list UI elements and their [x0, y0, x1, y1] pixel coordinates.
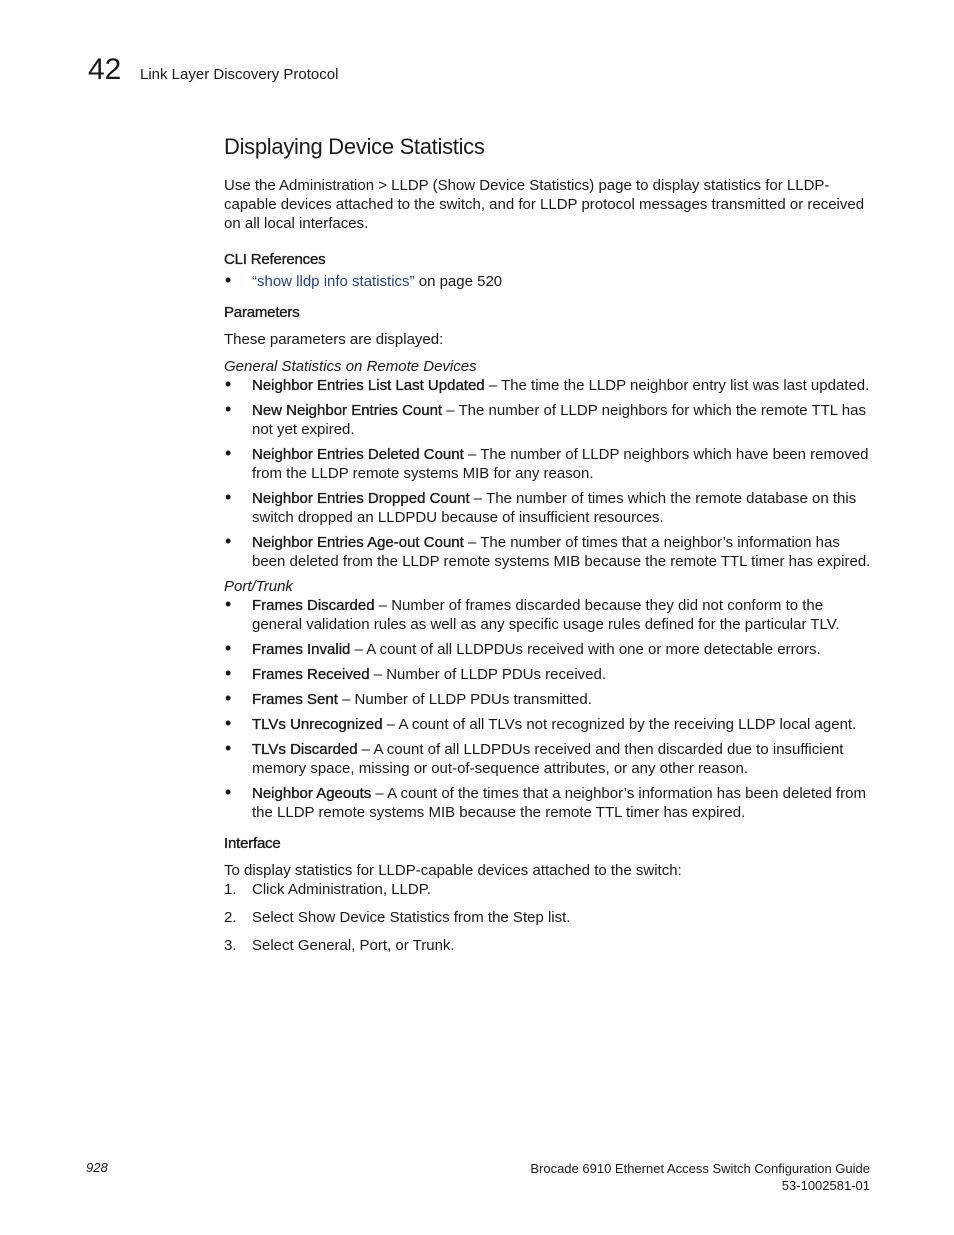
- param-term: Neighbor Entries Dropped Count: [252, 490, 470, 507]
- param-desc: – The number of LLDP neighbors for which the remote TTL has not yet expired.: [252, 402, 866, 438]
- param-term: Frames Discarded: [252, 597, 375, 614]
- interface-heading: Interface: [224, 835, 281, 852]
- page-number: 928: [86, 1160, 108, 1175]
- cli-reference-item: [224, 272, 874, 291]
- step-number: 2.: [224, 909, 237, 926]
- general-stats-heading: General Statistics on Remote Devices: [224, 358, 477, 375]
- interface-steps: [224, 880, 874, 955]
- cli-references-list: [224, 272, 874, 291]
- param-term: Neighbor Entries Deleted Count: [252, 446, 464, 463]
- param-desc: – A count of the times that a neighbor’s information has been deleted from the LLDP remote systems MIB because the remote TTL timer has expired.: [252, 785, 867, 821]
- step-text: Select General, Port, or Trunk.: [252, 937, 455, 954]
- param-term: Neighbor Entries List Last Updated: [252, 377, 485, 394]
- cli-references-heading: CLI References: [224, 251, 326, 268]
- cli-reference-link[interactable]: “show lldp info statistics”: [252, 273, 415, 290]
- param-term: TLVs Unrecognized: [252, 716, 383, 733]
- param-term: TLVs Discarded: [252, 741, 358, 758]
- param-desc: – A count of all LLDPDUs received with one or more detectable errors.: [350, 641, 821, 658]
- param-desc: – A count of all LLDPDUs received and then discarded due to insufficient memory space, missing or out-of-sequence attributes, or any other reason.: [252, 741, 844, 777]
- param-desc: – Number of LLDP PDUs transmitted.: [337, 691, 592, 708]
- list-item: [224, 533, 874, 571]
- param-desc: – The time the LLDP neighbor entry list was last updated.: [484, 377, 870, 394]
- step-number: 1.: [224, 881, 237, 898]
- guide-title: Brocade 6910 Ethernet Access Switch Configuration Guide: [530, 1161, 870, 1176]
- param-desc: – The number of times that a neighbor’s information has been deleted from the LLDP remote systems MIB because the remote TTL timer has expired.: [252, 534, 871, 570]
- cli-reference-suffix: on page 520: [414, 273, 503, 290]
- list-item: [224, 376, 874, 395]
- doc-number: 53-1002581-01: [781, 1178, 870, 1193]
- param-term: Frames Sent: [252, 691, 338, 708]
- interface-intro: To display statistics for LLDP-capable devices attached to the switch:: [224, 862, 682, 879]
- list-item: [224, 690, 874, 709]
- param-desc: – The number of times which the remote database on this switch dropped an LLDPDU because of insufficient resources.: [252, 490, 857, 526]
- param-term: New Neighbor Entries Count: [252, 402, 443, 419]
- param-desc: – The number of LLDP neighbors which have been removed from the LLDP remote systems MIB for any reason.: [252, 446, 869, 482]
- list-item: [224, 784, 874, 822]
- param-desc: – Number of LLDP PDUs received.: [369, 666, 607, 683]
- step-item: [224, 880, 874, 899]
- parameters-intro: These parameters are displayed:: [224, 331, 444, 348]
- step-text: Click Administration, LLDP.: [252, 881, 431, 898]
- step-item: [224, 936, 874, 955]
- param-term: Frames Invalid: [252, 641, 351, 658]
- footer-info: [530, 1160, 870, 1194]
- chapter-title: Link Layer Discovery Protocol: [140, 66, 339, 83]
- param-desc: – A count of all TLVs not recognized by the receiving LLDP local agent.: [382, 716, 857, 733]
- step-text: Select Show Device Statistics from the Step list.: [252, 909, 571, 926]
- list-item: [224, 640, 874, 659]
- port-trunk-heading: Port/Trunk: [224, 578, 293, 595]
- list-item: [224, 489, 874, 527]
- parameters-heading: Parameters: [224, 304, 300, 321]
- param-term: Frames Received: [252, 666, 370, 683]
- section-title: Displaying Device Statistics: [224, 134, 485, 159]
- param-term: Neighbor Entries Age-out Count: [252, 534, 464, 551]
- chapter-number: 42: [88, 53, 122, 86]
- param-desc: – Number of frames discarded because they did not conform to the general validation rules as well as any specific usage rules defined for the particular TLV.: [252, 597, 840, 633]
- list-item: [224, 715, 874, 734]
- list-item: [224, 740, 874, 778]
- step-item: [224, 908, 874, 927]
- list-item: [224, 445, 874, 483]
- step-number: 3.: [224, 937, 237, 954]
- port-trunk-list: [224, 596, 874, 822]
- param-term: Neighbor Ageouts: [252, 785, 372, 802]
- general-stats-list: [224, 376, 874, 571]
- list-item: [224, 596, 874, 634]
- page-content: [224, 130, 874, 964]
- section-intro: Use the Administration > LLDP (Show Device Statistics) page to display statistics for LLDP-capable devices attached to the switch, and for LLDP protocol messages transmitted or received on all local interfaces.: [224, 177, 865, 232]
- list-item: [224, 401, 874, 439]
- list-item: [224, 665, 874, 684]
